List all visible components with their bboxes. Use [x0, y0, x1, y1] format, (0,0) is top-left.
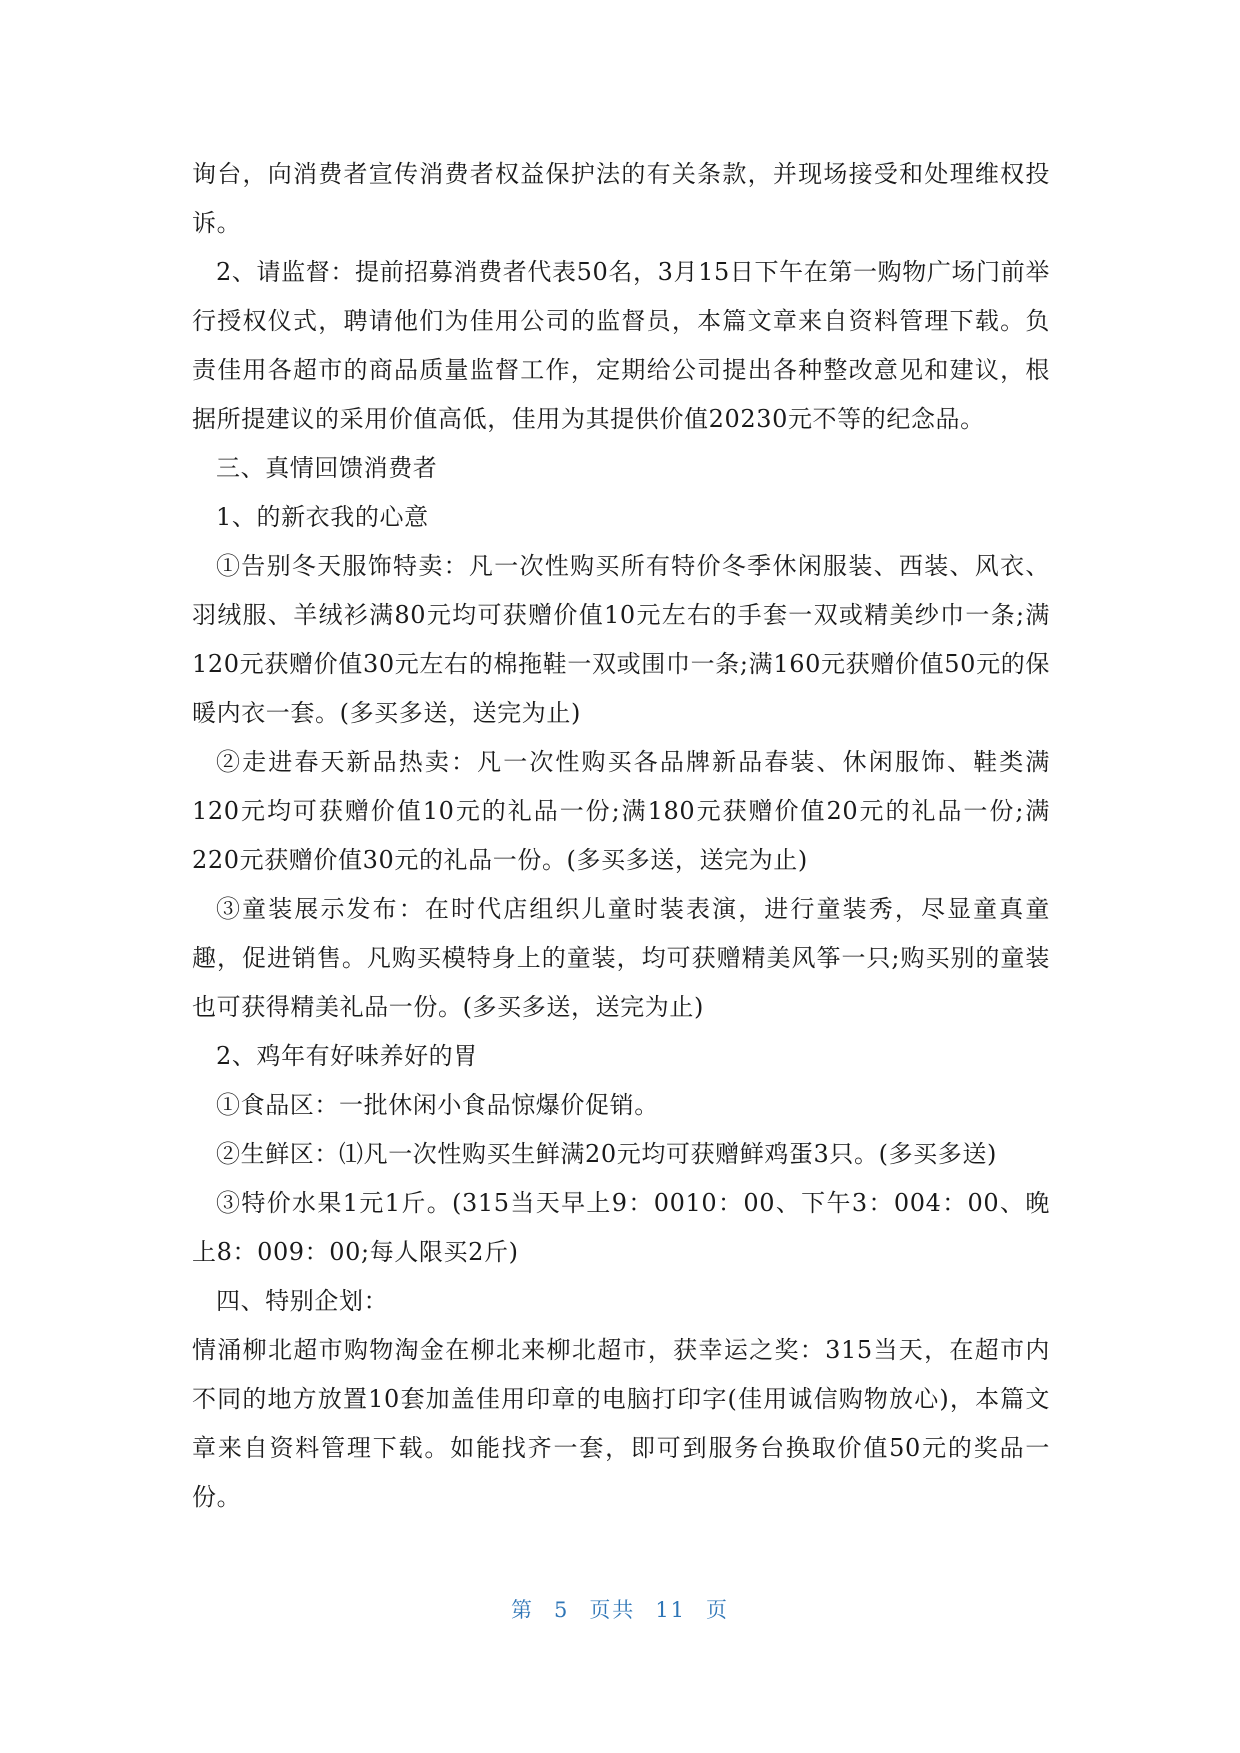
subsection-heading: 1、的新衣我的心意 — [216, 503, 429, 531]
paragraph: 询台，向消费者宣传消费者权益保护法的有关条款，并现场接受和处理维权投诉。 — [192, 160, 1050, 237]
paragraph: ①告别冬天服饰特卖：凡一次性购买所有特价冬季休闲服装、西装、风衣、羽绒服、羊绒衫满80元均可获赠价值10元左右的手套一双或精美纱巾一条;满120元获赠价值30元左右的棉拖鞋一双或围巾一条;满160元获赠价值50元的保暖内衣一套。(多买多送，送完为止) — [192, 552, 1050, 727]
paragraph: ③童装展示发布：在时代店组织儿童时装表演，进行童装秀，尽显童真童趣，促进销售。凡购买模特身上的童装，均可获赠精美风筝一只;购买别的童装也可获得精美礼品一份。(多买多送，送完为止) — [192, 895, 1050, 1021]
document-body — [192, 150, 1050, 1522]
footer-suffix: 页 — [706, 1598, 730, 1622]
page-footer — [0, 1594, 1240, 1624]
section-heading: 四、特别企划： — [216, 1287, 389, 1315]
current-page-number: 5 — [553, 1598, 570, 1622]
paragraph: ③特价水果1元1斤。(315当天早上9：0010：00、下午3：004：00、晚上8：009：00;每人限买2斤) — [192, 1189, 1050, 1266]
total-pages-number: 11 — [655, 1598, 687, 1622]
paragraph: ①食品区：一批休闲小食品惊爆价促销。 — [216, 1091, 659, 1119]
paragraph: 2、请监督：提前招募消费者代表50名，3月15日下午在第一购物广场门前举行授权仪式，聘请他们为佳用公司的监督员，本篇文章来自资料管理下载。负责佳用各超市的商品质量监督工作，定期给公司提出各种整改意见和建议，根据所提建议的采用价值高低，佳用为其提供价值20230元不等的纪念品。 — [192, 258, 1050, 433]
section-heading: 三、真情回馈消费者 — [216, 454, 438, 482]
subsection-heading: 2、鸡年有好味养好的胃 — [216, 1042, 478, 1070]
footer-prefix: 第 — [510, 1598, 534, 1622]
paragraph: ②生鲜区：⑴凡一次性购买生鲜满20元均可获赠鲜鸡蛋3只。(多买多送) — [216, 1140, 997, 1168]
paragraph: 情涌柳北超市购物淘金在柳北来柳北超市，获幸运之奖：315当天，在超市内不同的地方放置10套加盖佳用印章的电脑打印字(佳用诚信购物放心)，本篇文章来自资料管理下载。如能找齐一套，即可到服务台换取价值50元的奖品一份。 — [192, 1336, 1050, 1511]
paragraph: ②走进春天新品热卖：凡一次性购买各品牌新品春装、休闲服饰、鞋类满120元均可获赠价值10元的礼品一份;满180元获赠价值20元的礼品一份;满220元获赠价值30元的礼品一份。(多买多送，送完为止) — [192, 748, 1050, 874]
footer-middle: 页共 — [589, 1598, 636, 1622]
